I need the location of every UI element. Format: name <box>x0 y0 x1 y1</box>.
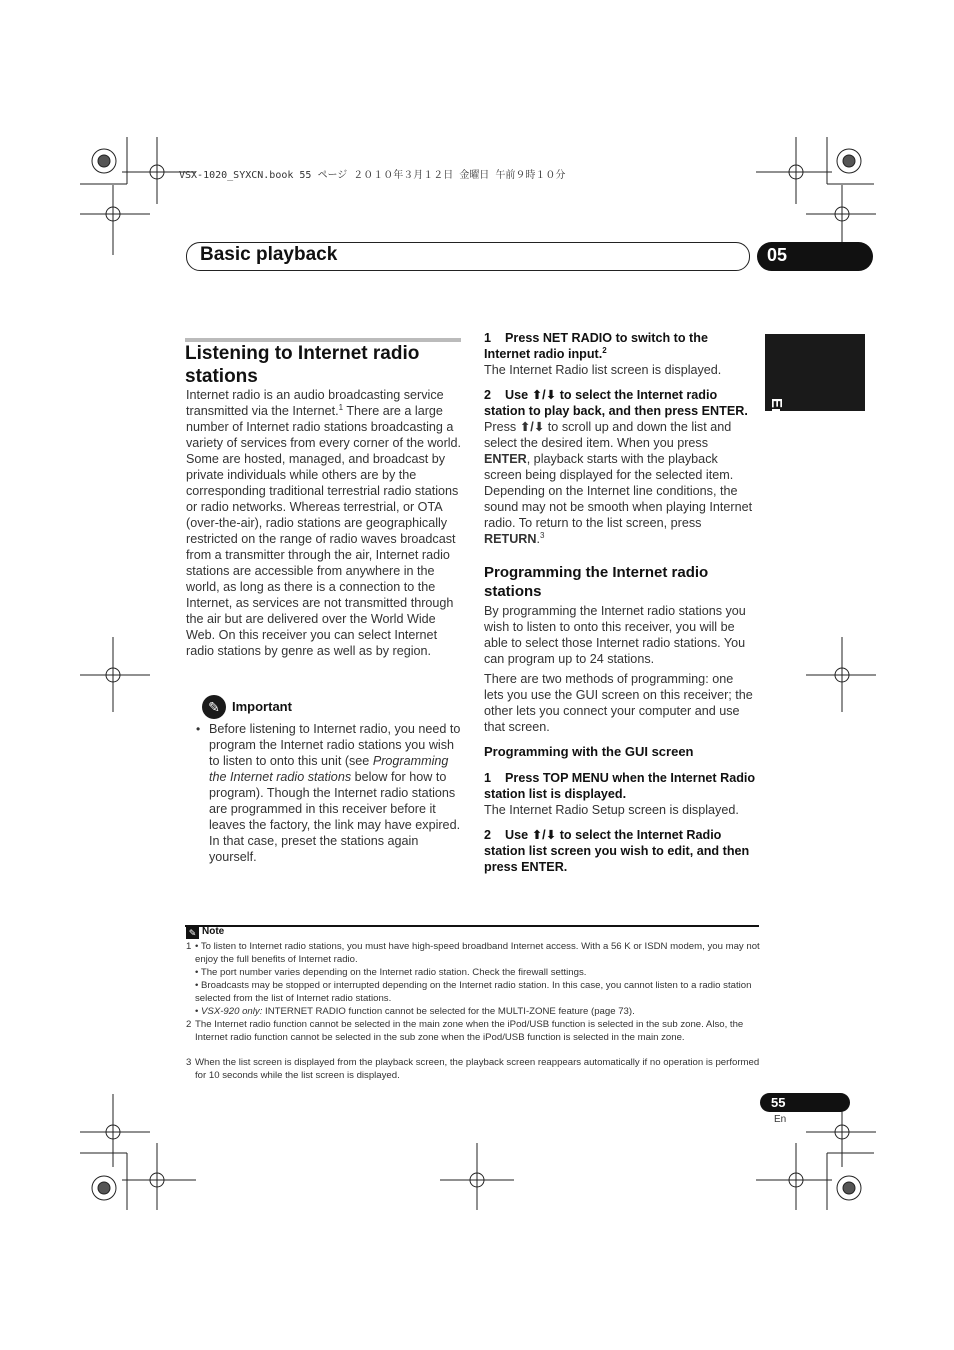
footnote-3 <box>186 1056 761 1082</box>
language-label: English <box>768 398 785 453</box>
footnote-1-a: • To listen to Internet radio stations, you must have high-speed broadband Internet access. With a 56 K or ISDN modem, you may not enjoy the full benefits of Internet radio. <box>195 941 760 965</box>
important-text <box>209 721 461 865</box>
note-label: Note <box>202 926 225 937</box>
intro-text-b: There are a large number of Internet radio stations broadcasting a variety of services from every corner of the world. Some are hosted, managed, and broadcast by private individuals while others are by the corresponding traditional terrestrial radio stations or radio networks. Whereas terrestrial, or OTA (over-the-air), radio stations are geographically restricted on the range of radio waves broadcast from a transmitter through the air, Internet radio stations are accessible from anywhere in the world, as long as there is a connection to the Internet, as services are not transmitted through the air but are delivered over the World Wide Web. On this receiver you can select Internet radio stations by genre as well as by region. <box>186 404 462 658</box>
print-info-line: VSX-1020_SYXCN.book 55 ページ ２０１０年３月１２日 金曜日 午前９時１０分 <box>179 170 566 181</box>
footnote-1-d-italic: VSX-920 only: <box>201 1006 263 1017</box>
right-column <box>484 330 756 875</box>
footnote-ref-2: 2 <box>602 345 607 355</box>
programming-paragraph-1: By programming the Internet radio stations you wish to listen to onto this receiver, you will be able to select those Internet radio stations. You can program up to 24 stations. <box>484 604 746 666</box>
footnote-ref-3: 3 <box>539 530 545 540</box>
gui-step-2-text: to select the Internet Radio station list screen you wish to edit, and then press ENTER. <box>484 828 750 874</box>
footnote-2 <box>186 1018 761 1044</box>
footnote-1-d <box>195 1005 761 1018</box>
step-2-body-b: , playback starts with the playback screen being displayed for the selected item. Depending on the Internet line conditions, the sound may not be smooth when playing Internet radio. To return to the list screen, press <box>484 452 753 530</box>
section-heading <box>185 342 465 388</box>
step-2-use: Use <box>505 388 532 402</box>
programming-heading: Programming the Internet radio stations <box>484 564 709 600</box>
step-2-text: to select the Internet radio station to play back, and then press ENTER. <box>484 388 748 418</box>
footnote-3-text: When the list screen is displayed from the playback screen, the playback screen reappears automatically if no operation is performed for 10 seconds while the list screen is displayed. <box>195 1057 760 1081</box>
bullet-icon: • <box>196 722 201 736</box>
step-2-body-a: to scroll up and down the list and select the desired item. When you press <box>484 420 732 450</box>
enter-key-label: ENTER <box>484 452 527 466</box>
important-label: Important <box>232 699 292 714</box>
up-down-arrow-icon: ⬆/⬇ <box>531 828 557 842</box>
step-2-press: Press <box>484 420 520 434</box>
section-heading-line1: Listening to Internet radio <box>185 343 420 364</box>
section-heading-line2: stations <box>185 366 258 387</box>
footnote-1-number: 1 <box>186 941 192 952</box>
header-title: Basic playback <box>200 244 338 265</box>
footnote-1-c: • Broadcasts may be stopped or interrupted depending on the Internet radio station. In this case, you cannot listen to a radio station selected from the list of Internet radio stations. <box>195 980 752 1004</box>
footnote-1-d-text: INTERNET RADIO function cannot be selected for the MULTI-ZONE feature (page 73). <box>262 1006 635 1017</box>
note-icon: ✎ <box>186 927 199 939</box>
important-text-italic: Programming the Internet radio stations <box>209 754 449 784</box>
footnote-2-text: The Internet radio function cannot be selected in the main zone when the iPod/USB function is selected in the sub zone. Also, the Internet radio function cannot be selected in the sub zone when the iPod/USB function is selected in the main zone. <box>195 1019 744 1043</box>
up-down-arrow-icon: ⬆/⬇ <box>531 388 557 402</box>
step-1 <box>484 330 756 362</box>
important-icon: ✎ <box>202 695 226 719</box>
step-2 <box>484 387 756 419</box>
gui-step-1 <box>484 770 756 802</box>
footnote-1-b: • The port number varies depending on the Internet radio station. Check the firewall settings. <box>195 967 587 978</box>
page-language: En <box>774 1114 787 1125</box>
step-2-body <box>484 419 756 547</box>
step-1-text: Press NET RADIO to switch to the Internet radio input. <box>484 331 708 361</box>
page-number: 55 <box>771 1095 786 1110</box>
gui-step-1-result: The Internet Radio Setup screen is displayed. <box>484 803 739 817</box>
step-1-result: The Internet Radio list screen is displayed. <box>484 363 722 377</box>
important-text-a: Before listening to Internet radio, you need to program the Internet radio stations you wish to listen to onto this unit (see <box>209 722 461 768</box>
important-text-b: below for how to program). Though the Internet radio stations are programmed in this receiver before it leaves the factory, the link may have expired. In that case, preset the stations again yourself. <box>209 770 461 864</box>
return-key-label: RETURN <box>484 532 537 546</box>
step-2-end: . <box>536 532 540 546</box>
up-down-arrow-icon: ⬆/⬇ <box>519 420 545 434</box>
gui-step-2 <box>484 827 756 875</box>
footnote-3-number: 3 <box>186 1057 192 1068</box>
chapter-number: 05 <box>767 245 788 265</box>
gui-heading: Programming with the GUI screen <box>484 744 694 759</box>
footnote-1-d-bullet: • <box>195 1006 202 1017</box>
step-1-number: 1 <box>484 331 492 345</box>
gui-step-1-number: 1 <box>484 771 492 785</box>
notes-rule <box>185 925 759 927</box>
gui-step-1-text: Press TOP MENU when the Internet Radio station list is displayed. <box>484 771 756 801</box>
intro-text-a: Internet radio is an audio broadcasting service transmitted via the Internet. <box>186 388 444 418</box>
footnote-2-number: 2 <box>186 1019 192 1030</box>
step-2-number: 2 <box>484 388 492 402</box>
footnote-ref-1: 1 <box>338 402 344 412</box>
intro-paragraph <box>186 387 462 659</box>
footnote-1 <box>186 940 761 1018</box>
gui-step-2-number: 2 <box>484 828 492 842</box>
gui-step-2-use: Use <box>505 828 532 842</box>
programming-paragraph-2: There are two methods of programming: one lets you use the GUI screen on this receiver; the other lets you connect your computer and use that screen. <box>484 672 753 734</box>
